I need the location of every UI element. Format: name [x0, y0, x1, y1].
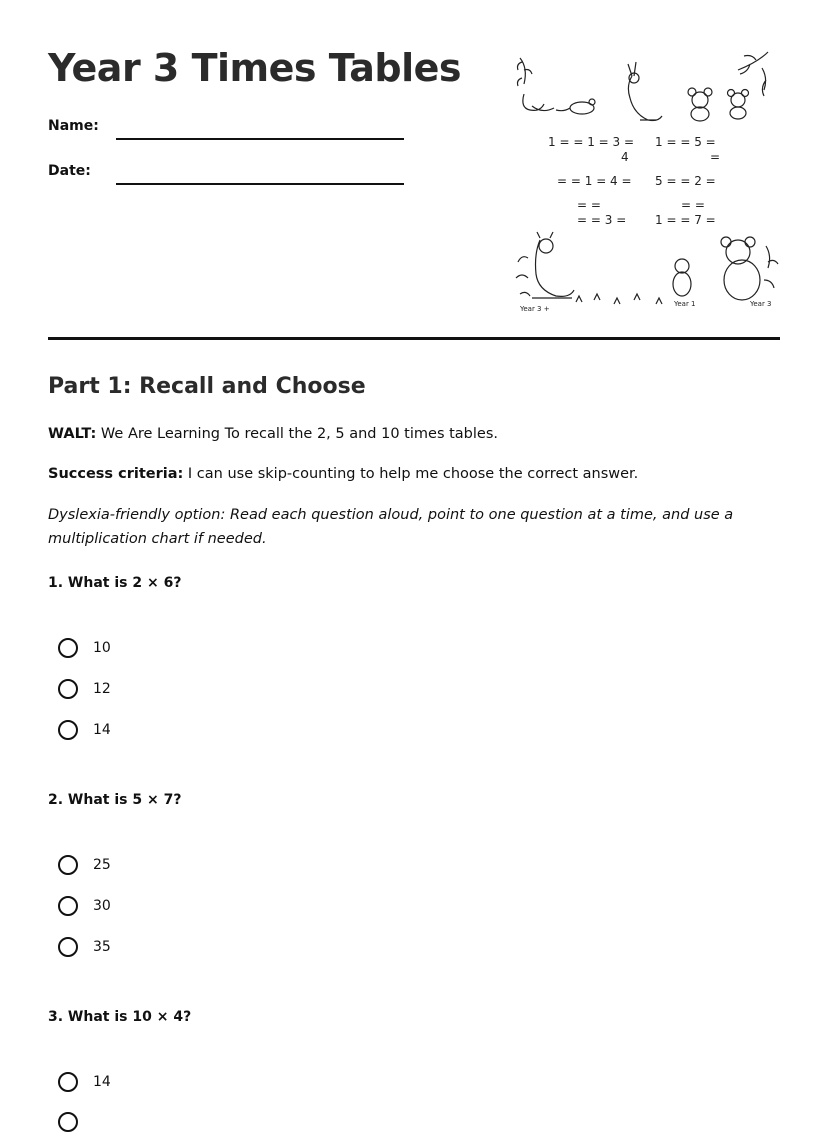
- footer-mid: Year 1: [674, 300, 696, 308]
- footer-left: Year 3 +: [520, 305, 550, 313]
- question-1: 1. What is 2 × 6?: [48, 575, 182, 591]
- option-label: 25: [93, 857, 111, 873]
- q2-option-1[interactable]: [58, 853, 111, 877]
- q1-option-1[interactable]: [58, 636, 111, 660]
- grid-row-3-right: 5 = = 2 =: [655, 174, 716, 188]
- name-field[interactable]: [116, 138, 404, 140]
- date-field[interactable]: [116, 183, 404, 185]
- animal-illustration: [510, 50, 780, 318]
- question-2: 2. What is 5 × 7?: [48, 792, 182, 808]
- grid-row-2-right: =: [710, 150, 721, 164]
- radio-button[interactable]: [58, 937, 78, 957]
- header-divider: [48, 337, 780, 340]
- q3-option-2[interactable]: [58, 1110, 78, 1134]
- grid-row-1-left: 1 = = 1 = 3 =: [548, 135, 635, 149]
- walt-text: We Are Learning To recall the 2, 5 and 10 times tables.: [96, 426, 498, 442]
- radio-button[interactable]: [58, 679, 78, 699]
- radio-button[interactable]: [58, 1112, 78, 1132]
- grid-row-2-left: 4: [621, 150, 629, 164]
- radio-button[interactable]: [58, 1072, 78, 1092]
- success-criteria-label: Success criteria:: [48, 466, 184, 482]
- radio-button[interactable]: [58, 638, 78, 658]
- grid-row-4-right: = =: [681, 198, 705, 212]
- part-1-title: Part 1: Recall and Choose: [48, 374, 366, 399]
- q1-option-3[interactable]: [58, 718, 111, 742]
- success-criteria-line: [48, 462, 748, 486]
- worksheet-title: Year 3 Times Tables: [48, 46, 462, 90]
- name-label: Name:: [48, 118, 99, 134]
- radio-button[interactable]: [58, 855, 78, 875]
- grid-row-4-left: = =: [577, 198, 601, 212]
- grid-row-5-left: = = 3 =: [577, 213, 627, 227]
- date-label: Date:: [48, 163, 91, 179]
- success-criteria-text: I can use skip-counting to help me choose the correct answer.: [183, 466, 639, 482]
- option-label: 35: [93, 939, 111, 955]
- grid-row-1-right: 1 = = 5 =: [655, 135, 716, 149]
- q1-option-2[interactable]: [58, 677, 111, 701]
- q3-option-1[interactable]: [58, 1070, 111, 1094]
- option-label: 30: [93, 898, 111, 914]
- dyslexia-option-line-2: multiplication chart if needed.: [48, 531, 267, 547]
- grid-row-3-left: = = 1 = 4 =: [557, 174, 632, 188]
- walt-line: [48, 422, 748, 446]
- option-label: 14: [93, 1074, 111, 1090]
- question-3: 3. What is 10 × 4?: [48, 1009, 192, 1025]
- option-label: 10: [93, 640, 111, 656]
- dyslexia-option-line-1: Dyslexia-friendly option: Read each question aloud, point to one question at a time, and use a: [48, 507, 734, 523]
- radio-button[interactable]: [58, 896, 78, 916]
- option-label: 12: [93, 681, 111, 697]
- walt-label: WALT:: [48, 426, 97, 442]
- q2-option-2[interactable]: [58, 894, 111, 918]
- grid-row-5-right: 1 = = 7 =: [655, 213, 716, 227]
- footer-right: Year 3: [750, 300, 772, 308]
- q2-option-3[interactable]: [58, 935, 111, 959]
- radio-button[interactable]: [58, 720, 78, 740]
- option-label: 14: [93, 722, 111, 738]
